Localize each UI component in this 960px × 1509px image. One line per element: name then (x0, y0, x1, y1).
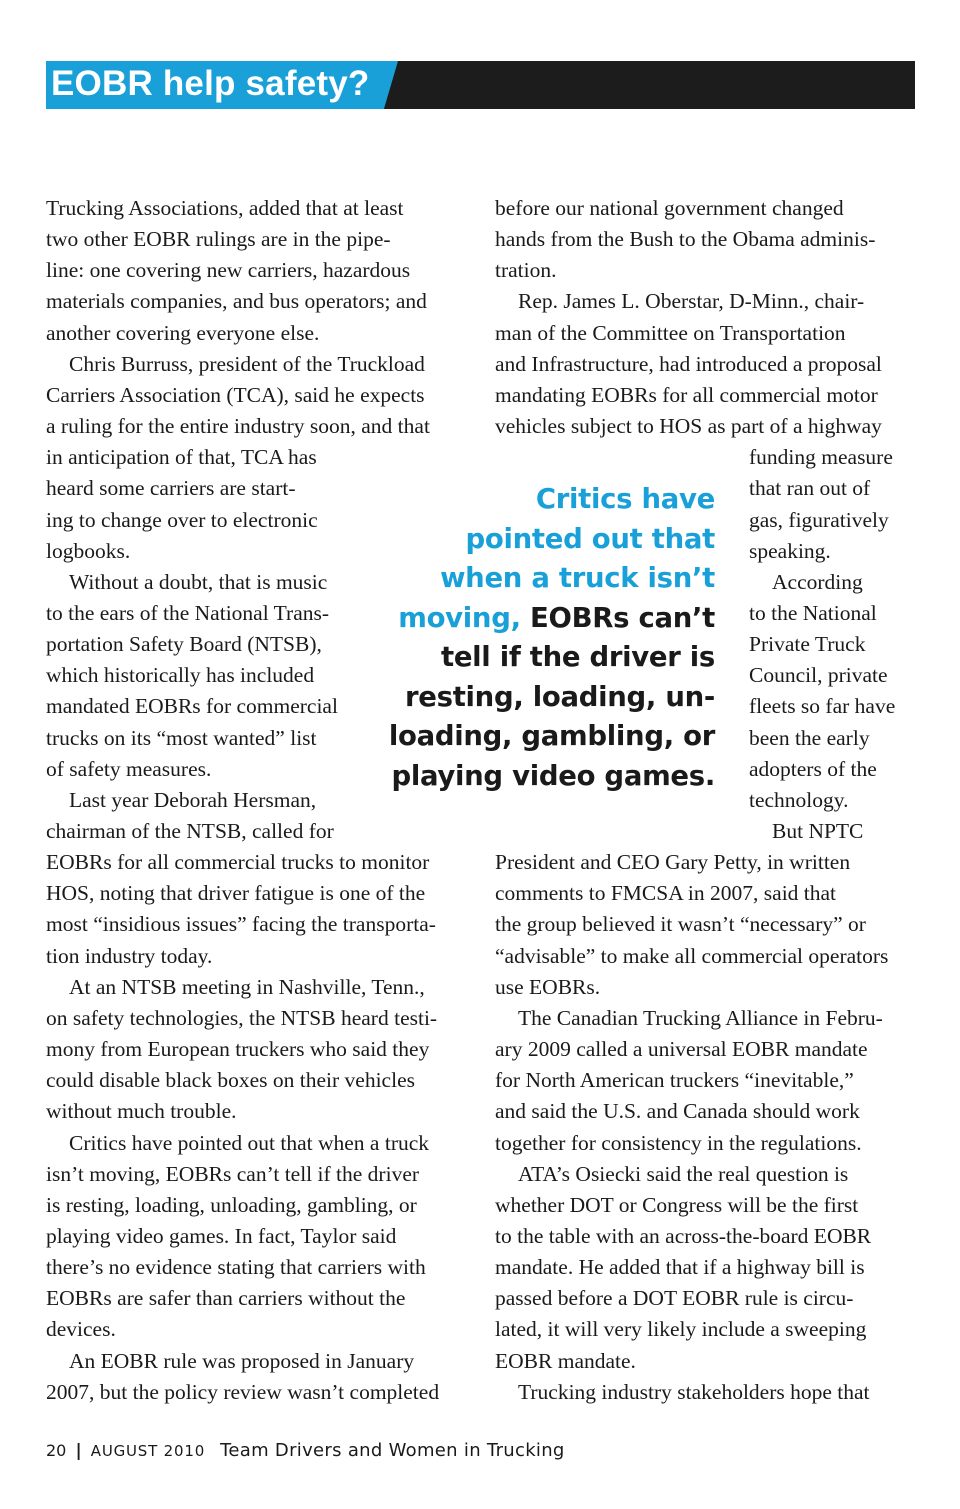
article-line: “advisable” to make all commercial operators (495, 943, 889, 968)
pull-quote-line: loading, gambling, or (388, 720, 715, 752)
issue-date: AUGUST 2010 (90, 1442, 206, 1460)
article-line: fleets so far have (749, 694, 896, 719)
article-line: speaking. (749, 538, 831, 563)
article-line: been the early (749, 725, 870, 750)
article-line: ATA’s Osiecki said the real question is (518, 1161, 849, 1186)
article-line: lated, it will very likely include a sweeping (495, 1317, 867, 1342)
article-line: could disable black boxes on their vehicles (46, 1068, 415, 1093)
article-line: the group believed it wasn’t “necessary” or (495, 912, 866, 937)
article-line: which historically has included (46, 663, 315, 688)
article-line: two other EOBR rulings are in the pipe- (46, 227, 391, 252)
article-line: that ran out of (749, 476, 871, 501)
article-line: for North American truckers “inevitable,” (495, 1068, 854, 1093)
article-line: trucks on its “most wanted” list (46, 725, 317, 750)
article-line: materials companies, and bus operators; and (46, 289, 427, 314)
article-line: ary 2009 called a universal EOBR mandate (495, 1037, 868, 1062)
article-line: on safety technologies, the NTSB heard testi- (46, 1005, 438, 1030)
pull-quote-line: moving, EOBRs can’t (398, 602, 715, 634)
article-line: portation Safety Board (NTSB), (46, 632, 322, 657)
article-line: in anticipation of that, TCA has (46, 445, 317, 470)
article-line: 2007, but the policy review wasn’t completed (46, 1379, 440, 1404)
article-line: to the table with an across-the-board EOBR (495, 1223, 872, 1248)
article-line: Carriers Association (TCA), said he expects (46, 382, 425, 407)
article-line: gas, figuratively (749, 507, 889, 532)
article-line: mandating EOBRs for all commercial motor (495, 382, 878, 407)
article-line: EOBRs for all commercial trucks to monitor (46, 850, 430, 875)
article-line: EOBR mandate. (495, 1348, 636, 1373)
pull-quote-line: when a truck isn’t (440, 562, 715, 594)
article-line: Private Truck (749, 632, 866, 657)
article-line: Chris Burruss, president of the Truckload (69, 351, 425, 376)
article-line: to the National (749, 600, 877, 625)
article-line: man of the Committee on Transportation (495, 320, 846, 345)
page-title: EOBR help safety? (51, 64, 370, 103)
article-line: devices. (46, 1317, 116, 1342)
article-line: Council, private (749, 663, 888, 688)
article-line: without much trouble. (46, 1099, 237, 1124)
article-line: Trucking Associations, added that at least (46, 196, 404, 220)
pull-quote-line: resting, loading, un- (405, 681, 715, 713)
article-line: ing to change over to electronic (46, 507, 318, 532)
article-line: Rep. James L. Oberstar, D-Minn., chair- (518, 289, 865, 314)
article-line: Trucking industry stakeholders hope that (518, 1379, 870, 1404)
article-line: and said the U.S. and Canada should work (495, 1099, 860, 1124)
pull-quote-line: Critics have (535, 483, 715, 515)
article-line: a ruling for the entire industry soon, and that (46, 414, 430, 439)
article-line: of safety measures. (46, 756, 212, 781)
article-line: Without a doubt, that is music (69, 569, 328, 594)
pull-quote-line: playing video games. (391, 760, 715, 792)
article-line: is resting, loading, unloading, gambling, or (46, 1192, 417, 1217)
pull-quote-line: tell if the driver is (440, 641, 715, 673)
article-line: isn’t moving, EOBRs can’t tell if the driver (46, 1161, 420, 1186)
article-line: vehicles subject to HOS as part of a highway (495, 414, 882, 439)
article-line: hands from the Bush to the Obama adminis- (495, 227, 876, 252)
article-line: another covering everyone else. (46, 320, 320, 345)
article-line: EOBRs are safer than carriers without the (46, 1286, 406, 1311)
article-line: there’s no evidence stating that carriers with (46, 1255, 426, 1280)
article-line: mandate. He added that if a highway bill is (495, 1255, 865, 1280)
pull-quote-line: pointed out that (465, 523, 715, 555)
publication-name: Team Drivers and Women in Trucking (220, 1440, 565, 1461)
article-line: playing video games. In fact, Taylor said (46, 1223, 397, 1248)
page-number: 20 (46, 1441, 67, 1460)
article-line: HOS, noting that driver fatigue is one of the (46, 881, 426, 906)
footer-separator: | (75, 1441, 82, 1461)
article-line: most “insidious issues” facing the transporta- (46, 912, 436, 937)
article-line: President and CEO Gary Petty, in written (495, 850, 851, 875)
article-line: technology. (749, 787, 849, 812)
article-line: The Canadian Trucking Alliance in Febru- (518, 1005, 883, 1030)
page-footer (46, 1440, 565, 1461)
article-line: chairman of the NTSB, called for (46, 819, 334, 843)
article-line: At an NTSB meeting in Nashville, Tenn., (69, 974, 425, 999)
article-line: But NPTC (772, 819, 864, 843)
article-line: passed before a DOT EOBR rule is circu- (495, 1286, 854, 1311)
article-line: mony from European truckers who said they (46, 1037, 430, 1062)
article-line: adopters of the (749, 756, 877, 781)
article-line: According (772, 569, 863, 594)
article-line: An EOBR rule was proposed in January (69, 1348, 415, 1373)
article-line: Last year Deborah Hersman, (69, 787, 317, 812)
article-line: line: one covering new carriers, hazardous (46, 258, 411, 283)
article-line: use EOBRs. (495, 974, 601, 999)
article-line: whether DOT or Congress will be the first (495, 1192, 859, 1217)
article-line: funding measure (749, 445, 893, 470)
article-line: mandated EOBRs for commercial (46, 694, 338, 719)
article-line: heard some carriers are start- (46, 476, 296, 501)
article-line: tion industry today. (46, 943, 213, 968)
article-line: Critics have pointed out that when a truck (69, 1130, 430, 1155)
article-line: logbooks. (46, 538, 131, 563)
article-line: comments to FMCSA in 2007, said that (495, 881, 837, 906)
article-line: tration. (495, 258, 557, 283)
article-line: together for consistency in the regulations. (495, 1130, 862, 1155)
article-line: to the ears of the National Trans- (46, 600, 330, 625)
article-line: and Infrastructure, had introduced a proposal (495, 351, 882, 376)
article-line: before our national government changed (495, 196, 844, 220)
